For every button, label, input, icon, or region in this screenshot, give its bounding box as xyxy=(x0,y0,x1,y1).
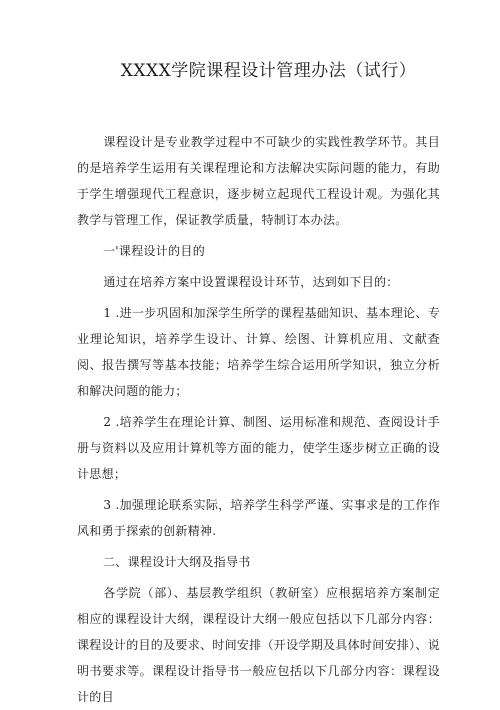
section-heading-purpose: 一'课程设计的目的 xyxy=(103,244,205,258)
paragraph-intro: 课程设计是专业教学过程中不可缺少的实践性教学环节。其目的是培养学生运用有关课程理论和方法解决实际问题的能力，有助于学生增强现代工程意识，逐步树立起现代工程设计观。为强化其教学与管理工作，保证教学质量，特制订本办法。 xyxy=(77,135,440,227)
list-item-1: 1 .进一步巩固和加深学生所学的课程基础知识、基本理论、专业理论知识，培养学生设计、计算、绘图、计算机应用、文献查阅、报告撰写等基本技能；培养学生综合运用所学知识，独立分析和解决问题的能力； xyxy=(77,306,440,398)
document-title: XXXX学院课程设计管理办法（试行） xyxy=(120,61,417,81)
paragraph-purpose-lead: 通过在培养方案中设置课程设计环节，达到如下目的： xyxy=(103,275,399,289)
list-item-2: 2 .培养学生在理论计算、制图、运用标准和规范、查阅设计手册与资料以及应用计算机等方面的能力，使学生逐步树立正确的设计思想； xyxy=(77,415,440,481)
paragraph-outline: 各学院（部）、基层教学组织（教研室）应根据培养方案制定相应的课程设计大纲，课程设计大纲一般应包括以下几部分内容：课程设计的目的及要求、时间安排（开设学期及具体时间安排）、说明书要求等。课程设计指导书一般应包括以下几部分内容：课程设计的目 xyxy=(77,586,441,704)
list-item-3: 3 .加强理论联系实际，培养学生科学严谨、实事求是的工作作风和勇于探索的创新精神. xyxy=(77,498,440,538)
section-heading-outline: 二、课程设计大纲及指导书 xyxy=(103,555,251,569)
